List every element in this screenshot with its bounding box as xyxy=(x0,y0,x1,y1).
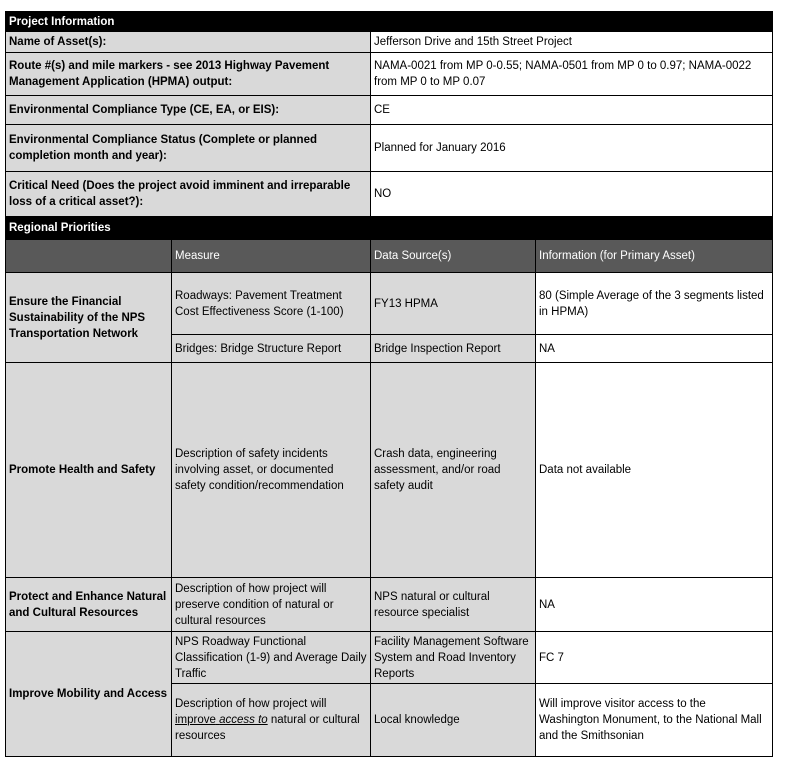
measure-bridges xyxy=(171,334,371,363)
measure-text-end: natural or cultural resources xyxy=(175,714,360,742)
measure-functional-classification xyxy=(171,631,371,684)
section-title: Regional Priorities xyxy=(9,222,111,234)
measure-text: Description of safety incidents involving asset, or documented safety condition/recommendation xyxy=(175,448,344,492)
compliance-status-label xyxy=(5,124,371,172)
info-improve-access xyxy=(535,683,773,757)
label-text: Environmental Compliance Type (CE, EA, or EIS): xyxy=(9,104,280,116)
measure-text-start: Description of how project will xyxy=(175,698,327,710)
priority-mobility-access xyxy=(5,631,172,757)
route-label xyxy=(5,52,371,96)
compliance-type-value xyxy=(370,95,773,125)
asset-name-label xyxy=(5,31,371,53)
critical-need-label xyxy=(5,171,371,217)
priority-text: Promote Health and Safety xyxy=(9,464,156,476)
info-text: 80 (Simple Average of the 3 segments listed in HPMA) xyxy=(539,289,764,318)
column-header-text: Data Source(s) xyxy=(374,250,452,262)
route-value xyxy=(370,52,773,96)
measure-preserve xyxy=(171,577,371,632)
section-title: Project Information xyxy=(9,15,115,28)
source-hpma xyxy=(370,272,536,335)
info-safety xyxy=(535,362,773,578)
measure-underlined-improve: improve xyxy=(175,714,216,726)
source-text: Bridge Inspection Report xyxy=(374,342,501,355)
compliance-type-label xyxy=(5,95,371,125)
value-text: Planned for January 2016 xyxy=(374,142,506,154)
project-information-header xyxy=(5,11,773,32)
measure-text xyxy=(175,696,367,744)
info-functional-classification xyxy=(535,631,773,684)
source-facility-management xyxy=(370,631,536,684)
info-text: NA xyxy=(539,342,555,355)
measure-text: Bridges: Bridge Structure Report xyxy=(175,342,342,355)
info-text: FC 7 xyxy=(539,651,564,664)
source-resource-specialist xyxy=(370,577,536,632)
info-bridges xyxy=(535,334,773,363)
column-header-text: Measure xyxy=(175,250,220,262)
critical-need-value xyxy=(370,171,773,217)
priority-text: Ensure the Financial Sustainability of the NPS Transportation Network xyxy=(9,295,146,340)
column-header-data-source xyxy=(370,239,536,273)
measure-safety xyxy=(171,362,371,578)
measure-text: NPS Roadway Functional Classification (1-9) and Average Daily Traffic xyxy=(175,635,367,680)
priority-health-safety xyxy=(5,362,172,578)
column-header-measure xyxy=(171,239,371,273)
info-text: NA xyxy=(539,598,555,611)
measure-text: Description of how project will preserve condition of natural or cultural resources xyxy=(175,582,334,627)
label-text: Environmental Compliance Status (Complete or planned completion month and year): xyxy=(9,134,317,162)
measure-underlined-access: access to xyxy=(219,714,268,726)
column-header-text: Information (for Primary Asset) xyxy=(539,250,695,262)
column-header-priority xyxy=(5,239,172,273)
priority-financial-sustainability xyxy=(5,272,172,363)
source-text: Facility Management Software System and Road Inventory Reports xyxy=(374,635,529,680)
compliance-status-value xyxy=(370,124,773,172)
info-preserve xyxy=(535,577,773,632)
source-text: Crash data, engineering assessment, and/or road safety audit xyxy=(374,448,501,492)
priority-text: Improve Mobility and Access xyxy=(9,688,168,700)
source-text: NPS natural or cultural resource specialist xyxy=(374,590,490,619)
regional-priorities-header xyxy=(5,216,773,240)
info-text: Will improve visitor access to the Washington Monument, to the National Mall and the Smithsonian xyxy=(539,698,762,742)
measure-text: Roadways: Pavement Treatment Cost Effectiveness Score (1-100) xyxy=(175,289,344,318)
value-text: NAMA-0021 from MP 0-0.55; NAMA-0501 from MP 0 to 0.97; NAMA-0022 from MP 0 to MP 0.07 xyxy=(374,60,752,88)
measure-improve-access xyxy=(171,683,371,757)
info-text: Data not available xyxy=(539,464,632,476)
value-text: NO xyxy=(374,188,392,200)
source-local-knowledge xyxy=(370,683,536,757)
label-text: Critical Need (Does the project avoid imminent and irreparable loss of a critical asset?): xyxy=(9,180,351,208)
priority-text: Protect and Enhance Natural and Cultural Resources xyxy=(9,590,167,619)
label-text: Name of Asset(s): xyxy=(9,36,107,48)
value-text: CE xyxy=(374,104,390,116)
asset-name-value xyxy=(370,31,773,53)
source-text: Local knowledge xyxy=(374,714,460,726)
source-text: FY13 HPMA xyxy=(374,297,438,310)
label-text: Route #(s) and mile markers - see 2013 Highway Pavement Management Application (HPMA) output: xyxy=(9,60,330,88)
info-pavement xyxy=(535,272,773,335)
priority-natural-cultural xyxy=(5,577,172,632)
source-bridge-inspection xyxy=(370,334,536,363)
source-crash-data xyxy=(370,362,536,578)
value-text: Jefferson Drive and 15th Street Project xyxy=(374,36,572,48)
column-header-information xyxy=(535,239,773,273)
measure-pavement xyxy=(171,272,371,335)
